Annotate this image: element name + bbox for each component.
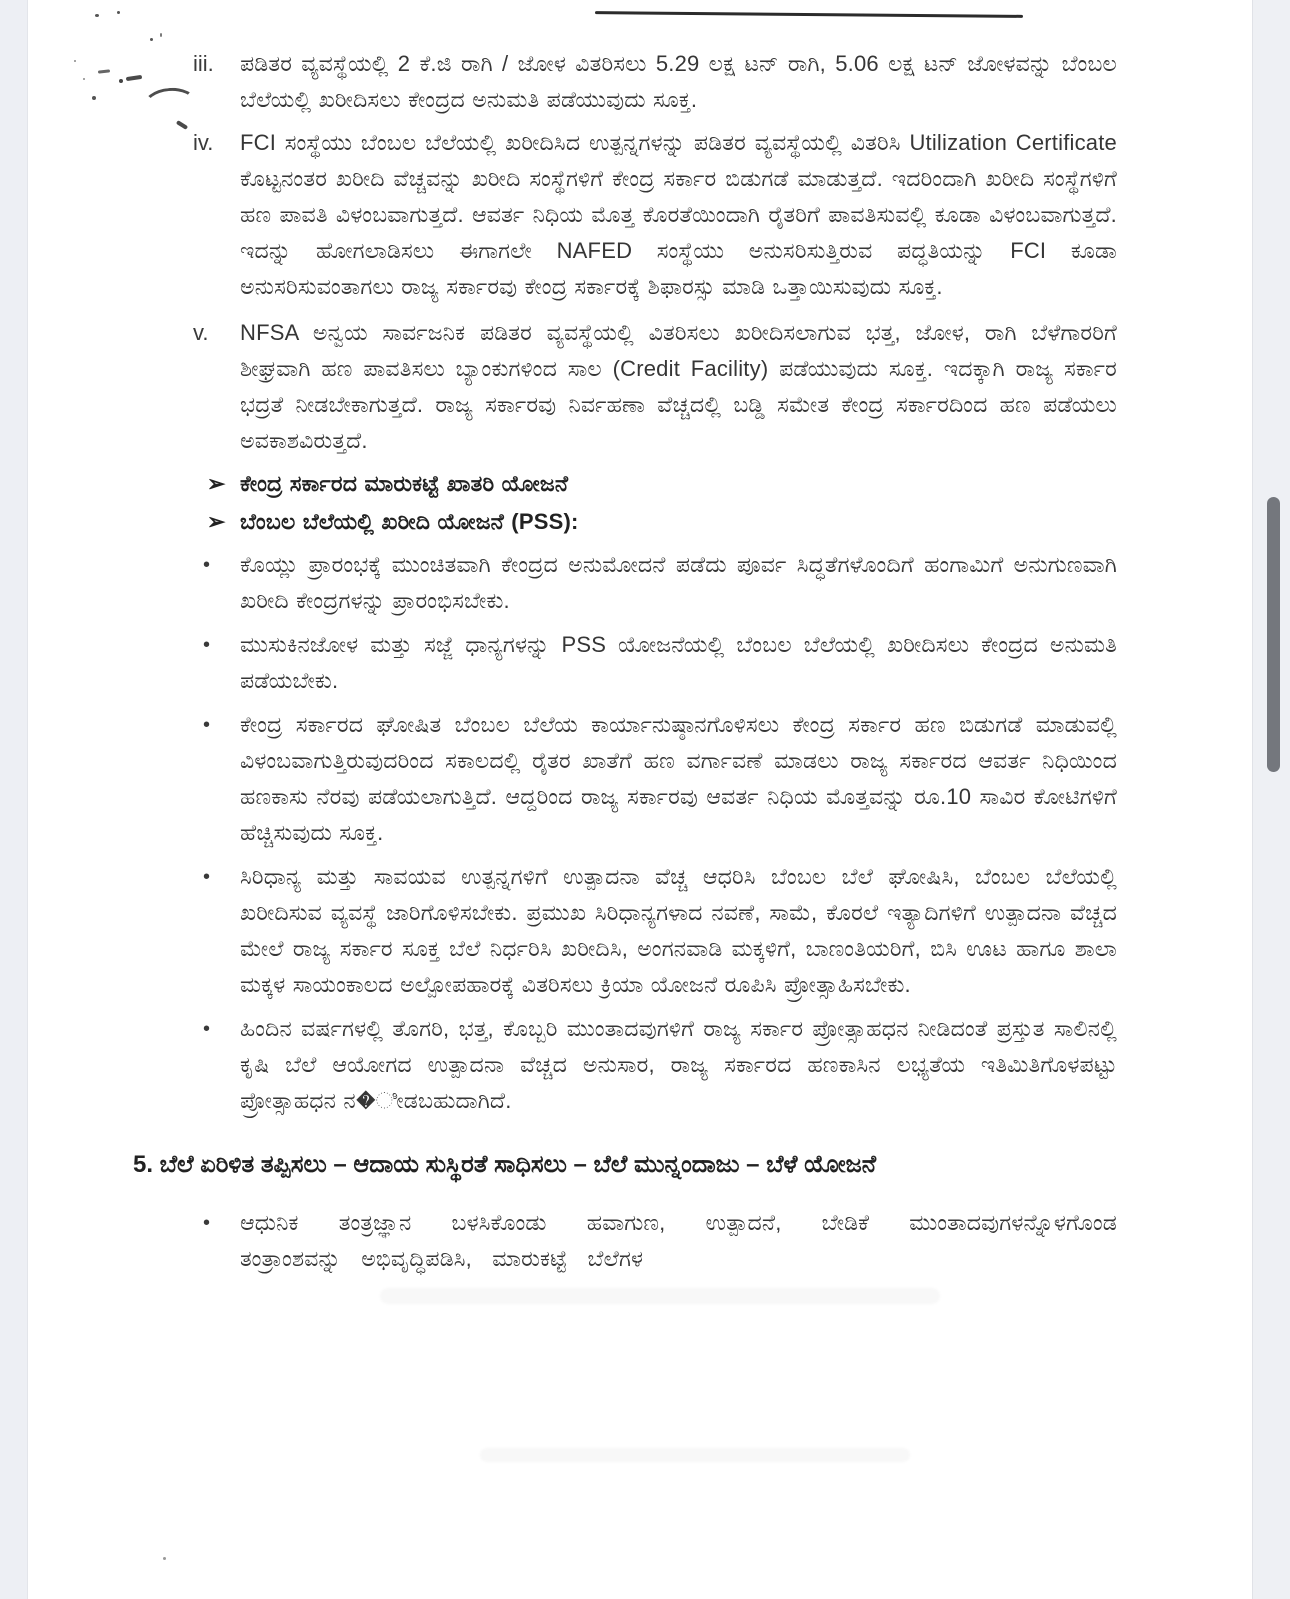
bullet-item <box>133 627 1117 699</box>
document-body <box>133 46 1117 1284</box>
scan-speck <box>83 78 85 80</box>
list-item-v <box>133 315 1117 459</box>
scan-speck <box>74 60 76 62</box>
scan-left-edge <box>0 0 28 1599</box>
arrow-bullet-icon: ➢ <box>207 471 226 496</box>
scan-speck <box>119 79 123 83</box>
scan-ghosting <box>480 1448 910 1462</box>
scan-line-artifact <box>595 11 1023 18</box>
scrollbar-track[interactable] <box>1252 0 1290 1599</box>
dot-bullet-icon: • <box>203 634 211 656</box>
scan-speck <box>163 1557 166 1560</box>
paragraph-text: NFSA ಅನ್ವಯ ಸಾರ್ವಜನಿಕ ಪಡಿತರ ವ್ಯವಸ್ಥೆಯಲ್ಲಿ ವಿತರಿಸಲು ಖರೀದಿಸಲಾಗುವ ಭತ್ತ, ಜೋಳ, ರಾಗಿ ಬೆಳೆಗಾರರಿಗೆ ಶೀಘ್ರವಾಗಿ ಹಣ ಪಾವತಿಸಲು ಬ್ಯಾಂಕುಗಳಿಂದ ಸಾಲ (Credit Facility) ಪಡೆಯುವುದು ಸೂಕ್ತ. ಇದಕ್ಕಾಗಿ ರಾಜ್ಯ ಸರ್ಕಾರ ಭದ್ರತೆ ನೀಡಬೇಕಾಗುತ್ತದೆ. ರಾಜ್ಯ ಸರ್ಕಾರವು ನಿರ್ವಹಣಾ ವೆಚ್ಚದಲ್ಲಿ ಬಡ್ಡಿ ಸಮೇತ ಕೇಂದ್ರ ಸರ್ಕಾರದಿಂದ ಹಣ ಪಡೆಯಲು ಅವಕಾಶವಿರುತ್ತದೆ. <box>240 320 1117 453</box>
scan-speck <box>92 96 96 100</box>
section-heading: 5. ಬೆಲೆ ಏರಿಳಿತ ತಪ್ಪಿಸಲು – ಆದಾಯ ಸುಸ್ಥಿರತೆ ಸಾಧಿಸಲು – ಬೆಲೆ ಮುನ್ನಂದಾಜು – ಬೆಳೆ ಯೋಜನೆ <box>133 1151 877 1178</box>
arrow-list-item <box>133 466 1117 502</box>
scan-ghosting <box>380 1288 940 1304</box>
bullet-item <box>133 859 1117 1003</box>
scrollbar-thumb[interactable] <box>1267 497 1280 772</box>
dot-bullet-icon: • <box>203 1018 211 1040</box>
paragraph-text: ಆಧುನಿಕ ತಂತ್ರಜ್ಞಾನ ಬಳಸಿಕೊಂಡು ಹವಾಗುಣ, ಉತ್ಪಾದನೆ, ಬೇಡಿಕೆ ಮುಂತಾದವುಗಳನ್ನೊಳಗೊಂಡ ತಂತ್ರಾಂಶವನ್ನು ಅಭಿವೃದ್ಧಿಪಡಿಸಿ, ಮಾರುಕಟ್ಟೆ ಬೆಲೆಗಳ <box>240 1210 1117 1271</box>
list-marker: v. <box>193 320 209 345</box>
scan-speck <box>95 14 99 17</box>
scan-speck <box>150 38 153 41</box>
paragraph-text: ಹಿಂದಿನ ವರ್ಷಗಳಲ್ಲಿ ತೊಗರಿ, ಭತ್ತ, ಕೊಬ್ಬರಿ ಮುಂತಾದವುಗಳಿಗೆ ರಾಜ್ಯ ಸರ್ಕಾರ ಪ್ರೋತ್ಸಾಹಧನ ನೀಡಿದಂತೆ ಪ್ರಸ್ತುತ ಸಾಲಿನಲ್ಲಿ ಕೃಷಿ ಬೆಲೆ ಆಯೋಗದ ಉತ್ಪಾದನಾ ವೆಚ್ಚದ ಅನುಸಾರ, ರಾಜ್ಯ ಸರ್ಕಾರದ ಹಣಕಾಸಿನ ಲಭ್ಯತೆಯ ಇತಿಮಿತಿಗೊಳಪಟ್ಟು ಪ್ರೋತ್ಸಾಹಧನ ನ�ೀಡಬಹುದಾಗಿದೆ. <box>240 1016 1117 1113</box>
scan-speck <box>160 33 162 37</box>
list-marker: iv. <box>193 130 214 155</box>
bullet-item <box>133 1011 1117 1119</box>
paragraph-text: FCI ಸಂಸ್ಥೆಯು ಬೆಂಬಲ ಬೆಲೆಯಲ್ಲಿ ಖರೀದಿಸಿದ ಉತ್ಪನ್ನಗಳನ್ನು ಪಡಿತರ ವ್ಯವಸ್ಥೆಯಲ್ಲಿ ವಿತರಿಸಿ Utilization Certificate ಕೊಟ್ಟನಂತರ ಖರೀದಿ ವೆಚ್ಚವನ್ನು ಖರೀದಿ ಸಂಸ್ಥೆಗಳಿಗೆ ಕೇಂದ್ರ ಸರ್ಕಾರ ಬಿಡುಗಡೆ ಮಾಡುತ್ತದೆ. ಇದರಿಂದಾಗಿ ಖರೀದಿ ಸಂಸ್ಥೆಗಳಿಗೆ ಹಣ ಪಾವತಿ ವಿಳಂಬವಾಗುತ್ತದೆ. ಆವರ್ತ ನಿಧಿಯ ಮೊತ್ತ ಕೊರತೆಯಿಂದಾಗಿ ರೈತರಿಗೆ ಪಾವತಿಸುವಲ್ಲಿ ಕೂಡಾ ವಿಳಂಬವಾಗುತ್ತದೆ. ಇದನ್ನು ಹೋಗಲಾಡಿಸಲು ಈಗಾಗಲೇ NAFED ಸಂಸ್ಥೆಯು ಅನುಸರಿಸುತ್ತಿರುವ ಪದ್ಧತಿಯನ್ನು FCI ಕೂಡಾ ಅನುಸರಿಸುವಂತಾಗಲು ರಾಜ್ಯ ಸರ್ಕಾರವು ಕೇಂದ್ರ ಸರ್ಕಾರಕ್ಕೆ ಶಿಫಾರಸ್ಸು ಮಾಡಿ ಒತ್ತಾಯಿಸುವುದು ಸೂಕ್ತ. <box>240 130 1117 299</box>
paragraph-text: ಕೊಯ್ಲು ಪ್ರಾರಂಭಕ್ಕೆ ಮುಂಚಿತವಾಗಿ ಕೇಂದ್ರದ ಅನುಮೋದನೆ ಪಡೆದು ಪೂರ್ವ ಸಿದ್ಧತೆಗಳೊಂದಿಗೆ ಹಂಗಾಮಿಗೆ ಅನುಗುಣವಾಗಿ ಖರೀದಿ ಕೇಂದ್ರಗಳನ್ನು ಪ್ರಾರಂಭಿಸಬೇಕು. <box>240 552 1117 613</box>
scan-speck <box>117 11 120 14</box>
scan-pen-mark <box>98 69 110 73</box>
arrow-list-item <box>133 504 1117 540</box>
list-item-iii <box>133 46 1117 118</box>
bullet-item <box>133 547 1117 619</box>
paragraph-text: ಸಿರಿಧಾನ್ಯ ಮತ್ತು ಸಾವಯವ ಉತ್ಪನ್ನಗಳಿಗೆ ಉತ್ಪಾದನಾ ವೆಚ್ಚ ಆಧರಿಸಿ ಬೆಂಬಲ ಬೆಲೆ ಘೋಷಿಸಿ, ಬೆಂಬಲ ಬೆಲೆಯಲ್ಲಿ ಖರೀದಿಸುವ ವ್ಯವಸ್ಥೆ ಜಾರಿಗೊಳಿಸಬೇಕು. ಪ್ರಮುಖ ಸಿರಿಧಾನ್ಯಗಳಾದ ನವಣೆ, ಸಾಮೆ, ಕೊರಲೆ ಇತ್ಯಾದಿಗಳಿಗೆ ಉತ್ಪಾದನಾ ವೆಚ್ಚದ ಮೇಲೆ ರಾಜ್ಯ ಸರ್ಕಾರ ಸೂಕ್ತ ಬೆಲೆ ನಿರ್ಧರಿಸಿ ಖರೀದಿಸಿ, ಅಂಗನವಾಡಿ ಮಕ್ಕಳಿಗೆ, ಬಾಣಂತಿಯರಿಗೆ, ಬಿಸಿ ಊಟ ಹಾಗೂ ಶಾಲಾ ಮಕ್ಕಳ ಸಾಯಂಕಾಲದ ಅಲ್ಪೋಪಹಾರಕ್ಕೆ ವಿತರಿಸಲು ಕ್ರಿಯಾ ಯೋಜನೆ ರೂಪಿಸಿ ಪ್ರೋತ್ಸಾಹಿಸಬೇಕು. <box>240 864 1117 997</box>
list-item-iv <box>133 125 1117 305</box>
bullet-item <box>133 707 1117 851</box>
arrow-bullet-icon: ➢ <box>207 509 226 534</box>
dot-bullet-icon: • <box>203 554 211 576</box>
dot-bullet-icon: • <box>203 866 211 888</box>
arrow-item-text: ಕೇಂದ್ರ ಸರ್ಕಾರದ ಮಾರುಕಟ್ಟೆ ಖಾತರಿ ಯೋಜನೆ <box>240 471 569 496</box>
dot-bullet-icon: • <box>203 714 211 736</box>
bullet-item <box>133 1205 1117 1277</box>
paragraph-text: ಮುಸುಕಿನಜೋಳ ಮತ್ತು ಸಜ್ಜೆ ಧಾನ್ಯಗಳನ್ನು PSS ಯೋಜನೆಯಲ್ಲಿ ಬೆಂಬಲ ಬೆಲೆಯಲ್ಲಿ ಖರೀದಿಸಲು ಕೇಂದ್ರದ ಅನುಮತಿ ಪಡೆಯಬೇಕು. <box>240 632 1117 693</box>
paragraph-text: ಪಡಿತರ ವ್ಯವಸ್ಥೆಯಲ್ಲಿ 2 ಕೆ.ಜಿ ರಾಗಿ / ಜೋಳ ವಿತರಿಸಲು 5.29 ಲಕ್ಷ ಟನ್ ರಾಗಿ, 5.06 ಲಕ್ಷ ಟನ್ ಜೋಳವನ್ನು ಬೆಂಬಲ ಬೆಲೆಯಲ್ಲಿ ಖರೀದಿಸಲು ಕೇಂದ್ರದ ಅನುಮತಿ ಪಡೆಯುವುದು ಸೂಕ್ತ. <box>240 51 1117 112</box>
arrow-item-text: ಬೆಂಬಲ ಬೆಲೆಯಲ್ಲಿ ಖರೀದಿ ಯೋಜನೆ (PSS): <box>240 509 579 534</box>
dot-bullet-icon: • <box>203 1212 211 1234</box>
list-marker: iii. <box>193 51 214 76</box>
paragraph-text: ಕೇಂದ್ರ ಸರ್ಕಾರದ ಘೋಷಿತ ಬೆಂಬಲ ಬೆಲೆಯ ಕಾರ್ಯಾನುಷ್ಠಾನಗೊಳಿಸಲು ಕೇಂದ್ರ ಸರ್ಕಾರ ಹಣ ಬಿಡುಗಡೆ ಮಾಡುವಲ್ಲಿ ವಿಳಂಬವಾಗುತ್ತಿರುವುದರಿಂದ ಸಕಾಲದಲ್ಲಿ ರೈತರ ಖಾತೆಗೆ ಹಣ ವರ್ಗಾವಣೆ ಮಾಡಲು ರಾಜ್ಯ ಸರ್ಕಾರದ ಆವರ್ತ ನಿಧಿಯಿಂದ ಹಣಕಾಸು ನೆರವು ಪಡೆಯಲಾಗುತ್ತಿದೆ. ಆದ್ದರಿಂದ ರಾಜ್ಯ ಸರ್ಕಾರವು ಆವರ್ತ ನಿಧಿಯ ಮೊತ್ತವನ್ನು ರೂ.10 ಸಾವಿರ ಕೋಟಿಗಳಿಗೆ ಹೆಚ್ಚಿಸುವುದು ಸೂಕ್ತ. <box>240 712 1117 845</box>
